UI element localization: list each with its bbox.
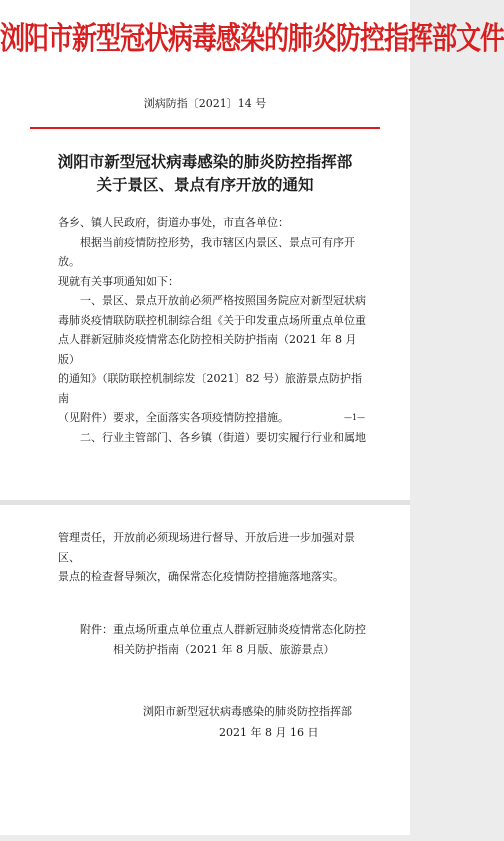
item2-line1: 二、行业主管部门、各乡镇（街道）要切实履行行业和属地 (80, 430, 366, 444)
notice-title (0, 150, 410, 196)
item1-line4: 的通知》（联防联控机制综发〔2021〕82 号）旅游景点防护指南 (58, 372, 362, 405)
signature-date: 2021 年 8 月 16 日 (219, 726, 319, 739)
item2-line2: 管理责任，开放前必须现场进行督导、开放后进一步加强对景区、 (58, 531, 355, 564)
attachment-line2: 相关防护指南（2021 年 8 月版、旅游景点） (113, 642, 335, 656)
document-header-title: 浏阳市新型冠状病毒感染的肺炎防控指挥部文件 (0, 20, 504, 57)
document-number: 浏病防指〔2021〕14 号 (143, 97, 267, 110)
notice-body (58, 213, 366, 447)
red-divider-line (30, 127, 380, 129)
item1-line1: 一、景区、景点开放前必须严格按照国务院应对新型冠状病 (80, 294, 366, 307)
notice-title-line2: 关于景区、景点有序开放的通知 (96, 175, 314, 194)
salutation: 各乡、镇人民政府，街道办事处，市直各单位： (58, 216, 289, 229)
notice-title-line1: 浏阳市新型冠状病毒感染的肺炎防控指挥部 (57, 152, 353, 171)
item1-line2: 毒肺炎疫情联防联控机制综合组《关于印发重点场所重点单位重 (58, 313, 366, 327)
item1-line3: 点人群新冠肺炎疫情常态化防控相关防护指南（2021 年 8 月版） (58, 333, 357, 366)
intro-line2: 现就有关事项通知如下： (58, 274, 179, 288)
item1-line5: （见附件）要求，全面落实各项疫情防控措施。 (58, 411, 289, 424)
attachment (58, 620, 366, 659)
page2-body (58, 528, 366, 587)
attachment-line1: 附件：重点场所重点单位重点人群新冠肺炎疫情常态化防控 (80, 623, 366, 636)
item2-line3: 景点的检查督导频次，确保常态化疫情防控措施落地落实。 (58, 570, 344, 583)
intro-line1: 根据当前疫情防控形势，我市辖区内景区、景点可有序开放。 (58, 235, 355, 268)
signature-organization: 浏阳市新型冠状病毒感染的肺炎防控指挥部 (143, 705, 352, 718)
page-number: —1— (344, 413, 366, 422)
